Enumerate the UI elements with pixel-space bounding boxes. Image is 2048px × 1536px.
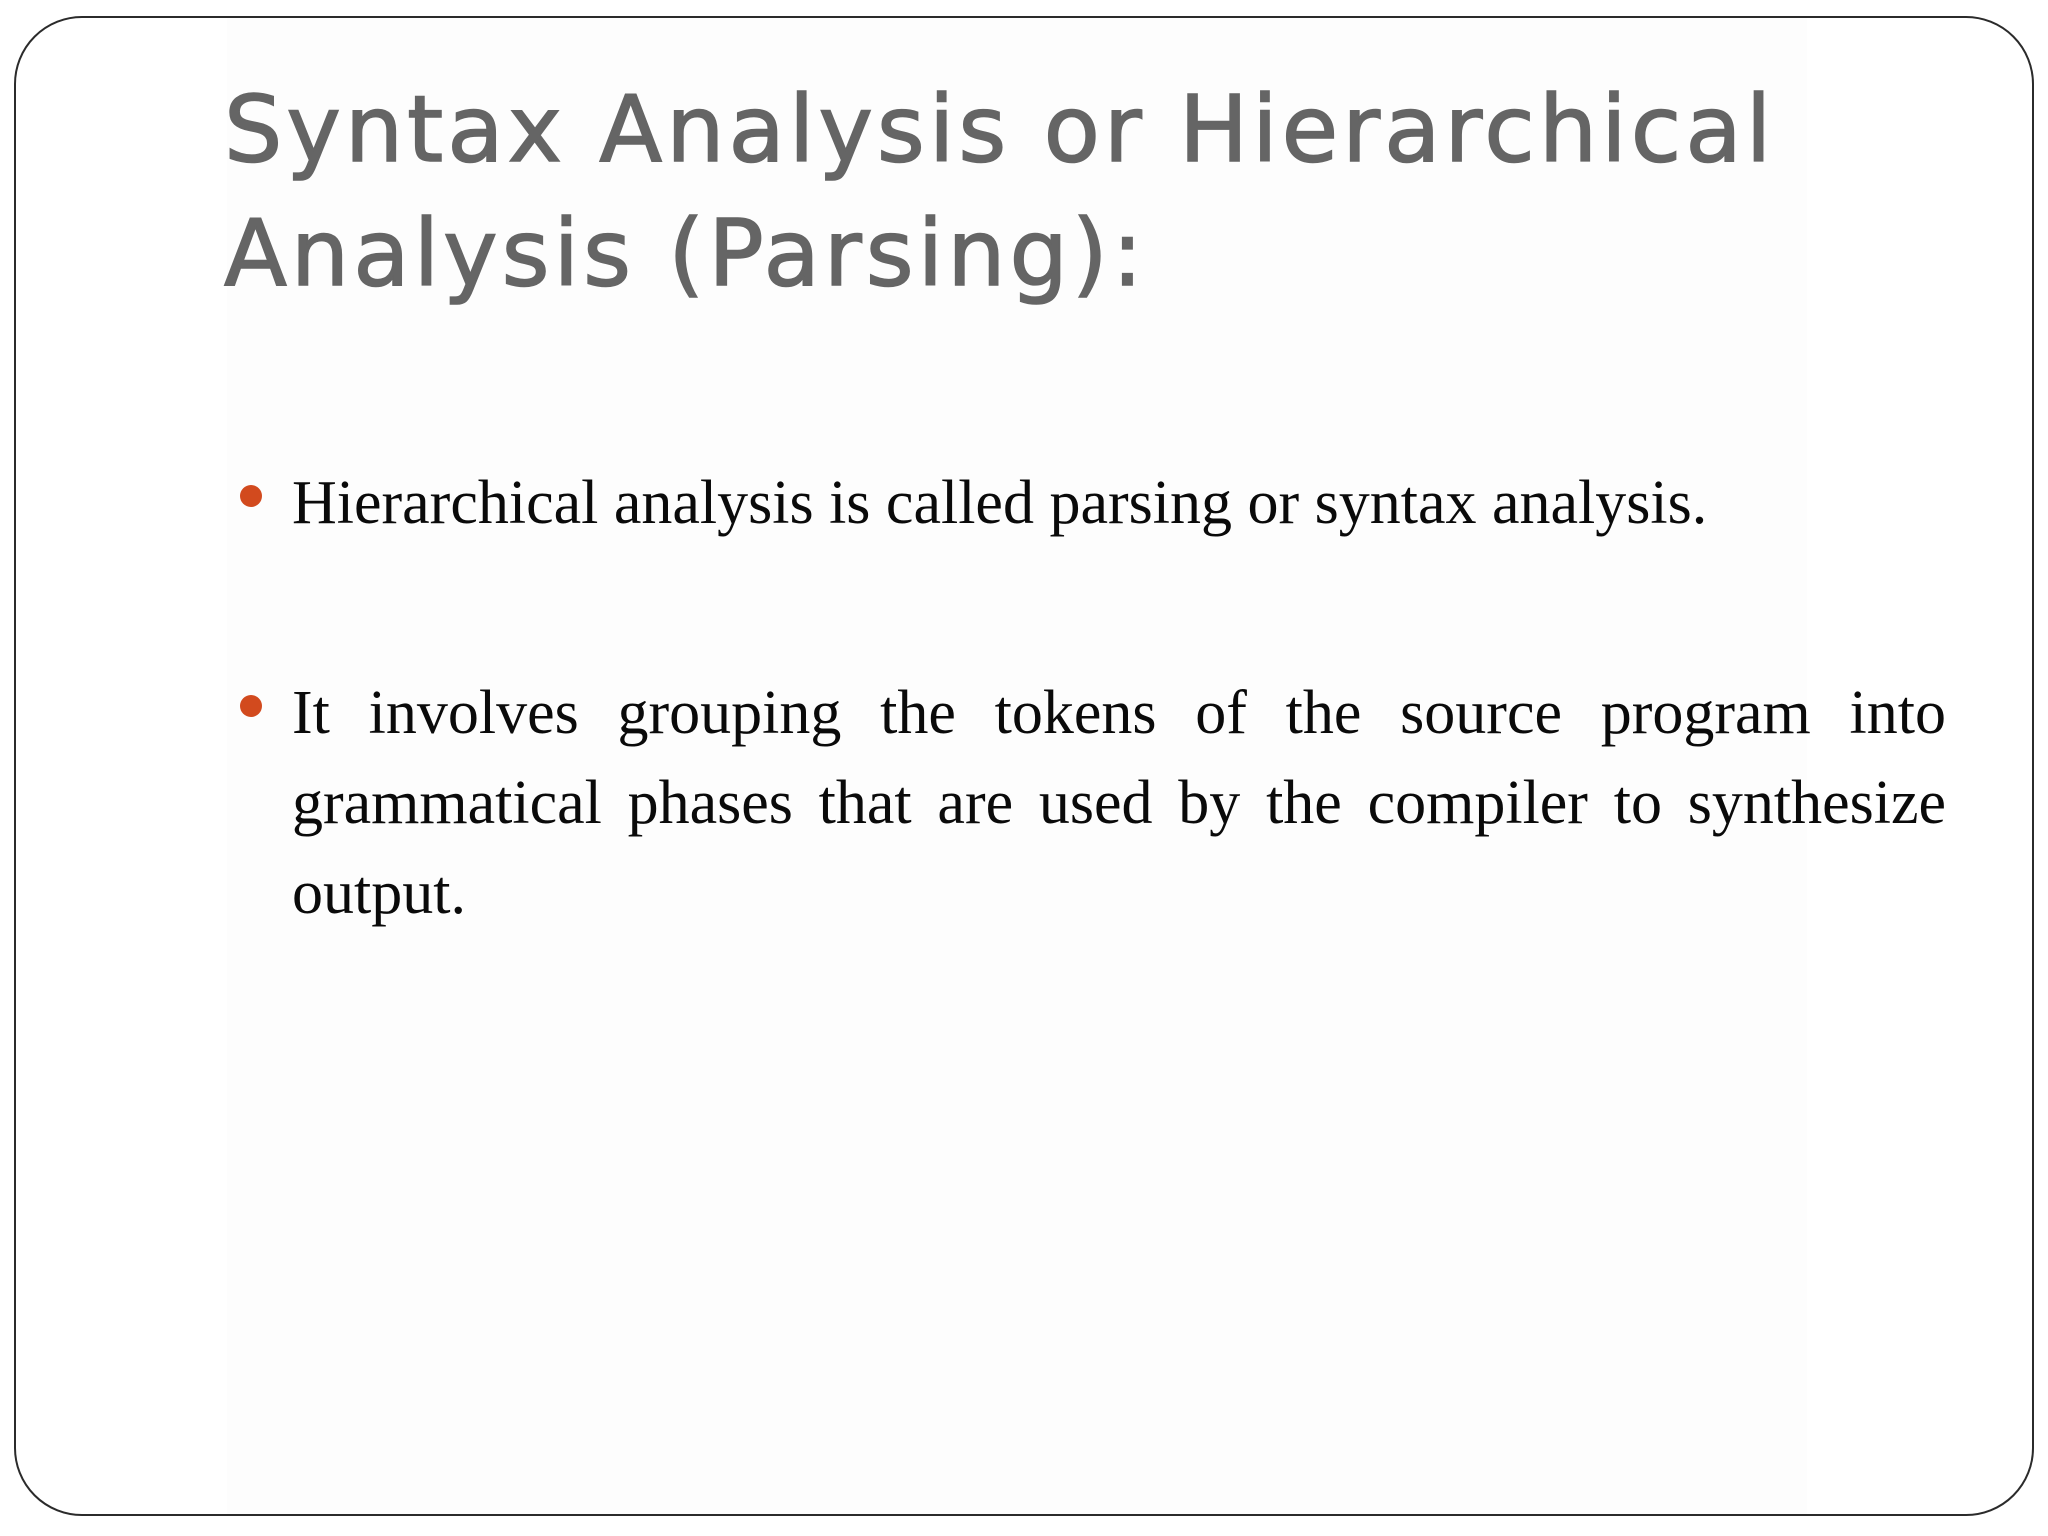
bullet-text: Hierarchical analysis is called parsing or syntax analysis. xyxy=(292,469,1708,537)
bullet-item xyxy=(226,458,1946,548)
bullet-icon xyxy=(240,695,262,717)
bullet-item xyxy=(226,668,1946,938)
bullet-icon xyxy=(240,485,262,507)
slide xyxy=(14,16,2034,1516)
bullet-list xyxy=(226,458,1946,938)
bullet-text: It involves grouping the tokens of the source program into grammatical phases that are used by the compiler to synthesize output. xyxy=(292,679,1946,927)
slide-title: Syntax Analysis or Hierarchical Analysis (Parsing): xyxy=(224,76,1776,307)
